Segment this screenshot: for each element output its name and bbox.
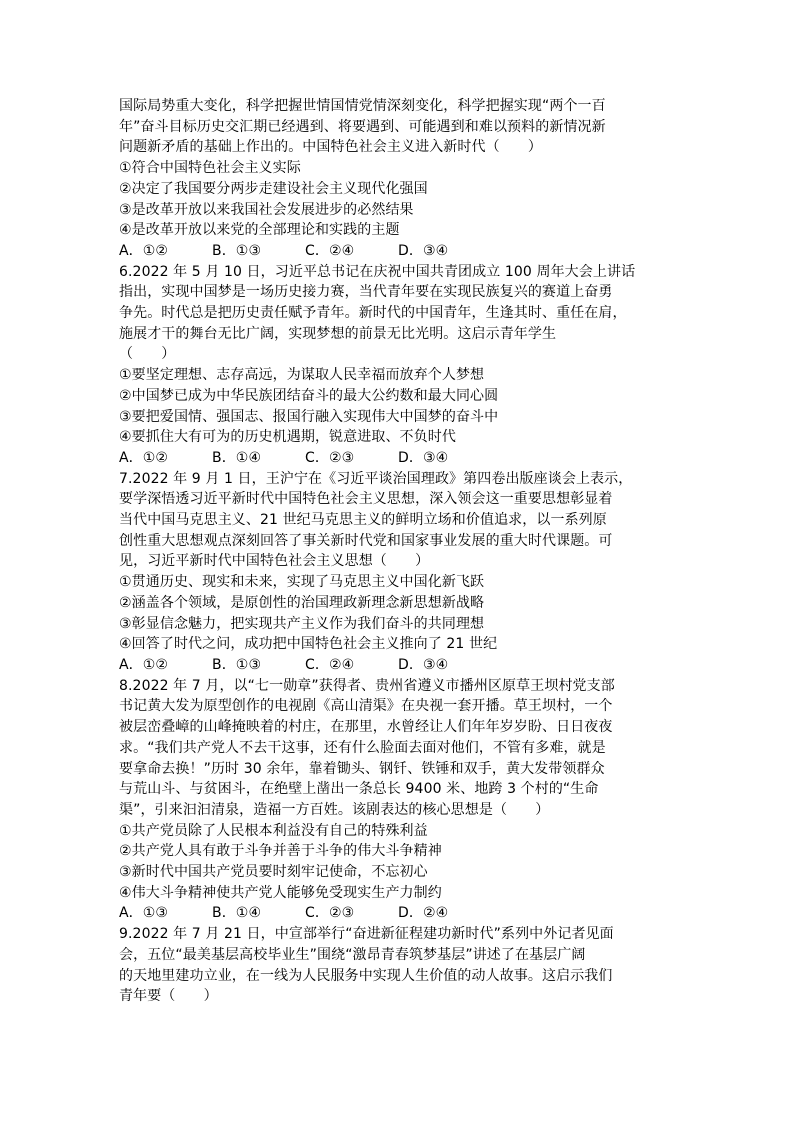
stem-line: 施展才干的舞台无比广阔，实现梦想的前景无比光明。这启示青年学生 [119, 325, 557, 342]
statement-item: ④伟大斗争精神使共产党人能够免受现实生产力制约 [119, 884, 442, 901]
statement-item: ②共产党人具有敢于斗争并善于斗争的伟大斗争精神 [119, 843, 442, 860]
stem-line: 8.2022 年 7 月，以“七一勋章”获得者、贵州省遵义市播州区原草王坝村党支部 [119, 677, 615, 694]
option-b: B．①④ [212, 905, 262, 922]
statement-item: ①要坚定理想、志存高远，为谋取人民幸福而放弃个人梦想 [119, 367, 485, 384]
answer-options [119, 655, 679, 676]
stem-line: 6.2022 年 5 月 10 日，习近平总书记在庆祝中国共青团成立 100 周年大会上讲话 [119, 263, 636, 280]
stem-line: （ ） [119, 346, 176, 363]
question-9 [119, 924, 679, 1007]
option-b: B．①③ [212, 656, 262, 673]
stem-line: 9.2022 年 7 月 21 日，中宣部举行“奋进新征程建功新时代”系列中外记者见面 [119, 926, 614, 943]
statement-item: ③彰显信念魅力，把实现共产主义作为我们奋斗的共同理想 [119, 615, 485, 632]
option-a: A．①② [119, 242, 169, 259]
option-c: C．②③ [305, 905, 355, 922]
statement-item: ④回答了时代之问，成功把中国特色社会主义推向了 21 世纪 [119, 636, 498, 653]
stem-line: 争先。时代总是把历史责任赋予青年。新时代的中国青年，生逢其时、重任在肩， [119, 305, 627, 322]
answer-options [119, 903, 679, 924]
option-a: A．①② [119, 656, 169, 673]
option-d: D．③④ [398, 449, 449, 466]
statement-item: ②中国梦已成为中华民族团结奋斗的最大公约数和最大同心圆 [119, 387, 499, 404]
stem-line: 被层峦叠嶂的山峰掩映着的村庄，在那里，水曾经让人们年年岁岁盼、日日夜夜 [119, 719, 613, 736]
stem-line: 指出，实现中国梦是一场历史接力赛，当代青年要在实现民族复兴的赛道上奋勇 [119, 284, 613, 301]
option-a: A．①③ [119, 905, 169, 922]
option-c: C．②③ [305, 449, 355, 466]
stem-line: 渠”，引来汩汩清泉，造福一方百姓。该剧表达的核心思想是（ ） [119, 801, 550, 818]
question-6 [119, 262, 679, 469]
stem-line: 当代中国马克思主义、21 世纪马克思主义的鲜明立场和价值追求，以一系列原 [119, 512, 607, 529]
stem-line: 书记黄大发为原型创作的电视剧《高山清渠》在央视一套开播。草王坝村，一个 [119, 698, 613, 715]
document-page [119, 96, 679, 1007]
statement-item: ③要把爱国情、强国志、报国行融入实现伟大中国梦的奋斗中 [119, 408, 499, 425]
stem-line: 问题新矛盾的基础上作出的。中国特色社会主义进入新时代（ ） [119, 139, 542, 156]
stem-line: 见，习近平新时代中国特色社会主义思想（ ） [119, 553, 430, 570]
question-7 [119, 469, 679, 676]
option-d: D．②④ [398, 905, 449, 922]
stem-line: 求。“我们共产党人不去干这事，还有什么脸面去面对他们，不管有多难，就是 [119, 739, 606, 756]
option-b: B．①③ [212, 242, 262, 259]
stem-line: 7.2022 年 9 月 1 日，王沪宁在《习近平谈治国理政》第四卷出版座谈会上表示， [119, 470, 633, 487]
option-a: A．①② [119, 449, 169, 466]
statement-item: ④要抓住大有可为的历史机遇期，锐意进取、不负时代 [119, 429, 456, 446]
statement-item: ③新时代中国共产党员要时刻牢记使命，不忘初心 [119, 864, 428, 881]
stem-line: 青年要（ ） [119, 988, 218, 1005]
statement-item: ①共产党员除了人民根本利益没有自己的特殊利益 [119, 822, 428, 839]
stem-line: 与荒山斗、与贫困斗，在绝壁上凿出一条总长 9400 米、地跨 3 个村的“生命 [119, 781, 599, 798]
stem-line: 创性重大思想观点深刻回答了事关新时代党和国家事业发展的重大时代课题。可 [119, 532, 613, 549]
statement-item: ①符合中国特色社会主义实际 [119, 160, 301, 177]
statement-item: ①贯通历史、现实和未来，实现了马克思主义中国化新飞跃 [119, 574, 485, 591]
statement-item: ②涵盖各个领域，是原创性的治国理政新理念新思想新战略 [119, 594, 485, 611]
stem-line: 要学深悟透习近平新时代中国特色社会主义思想，深入领会这一重要思想彰显着 [119, 491, 613, 508]
option-b: B．①④ [212, 449, 262, 466]
option-d: D．③④ [398, 242, 449, 259]
option-c: C．②④ [305, 242, 355, 259]
stem-line: 年”奋斗目标历史交汇期已经遇到、将要遇到、可能遇到和难以预料的新情况新 [119, 118, 606, 135]
option-c: C．②④ [305, 656, 355, 673]
statement-item: ②决定了我国要分两步走建设社会主义现代化强国 [119, 180, 428, 197]
stem-line: 国际局势重大变化，科学把握世情国情党情深刻变化，科学把握实现“两个一百 [119, 98, 606, 114]
answer-options [119, 241, 679, 262]
option-d: D．③④ [398, 656, 449, 673]
statement-item: ④是改革开放以来党的全部理论和实践的主题 [119, 222, 400, 239]
question-8 [119, 676, 679, 924]
stem-line: 会，五位“最美基层高校毕业生”围绕“激昂青春筑梦基层”讲述了在基层广阔 [119, 946, 586, 963]
question-5-continued [119, 96, 679, 262]
statement-item: ③是改革开放以来我国社会发展进步的必然结果 [119, 201, 414, 218]
stem-line: 要拿命去换！”历时 30 余年，靠着锄头、钢钎、铁锤和双手，黄大发带领群众 [119, 760, 605, 777]
stem-line: 的天地里建功立业，在一线为人民服务中实现人生价值的动人故事。这启示我们 [119, 967, 613, 984]
answer-options [119, 448, 679, 469]
